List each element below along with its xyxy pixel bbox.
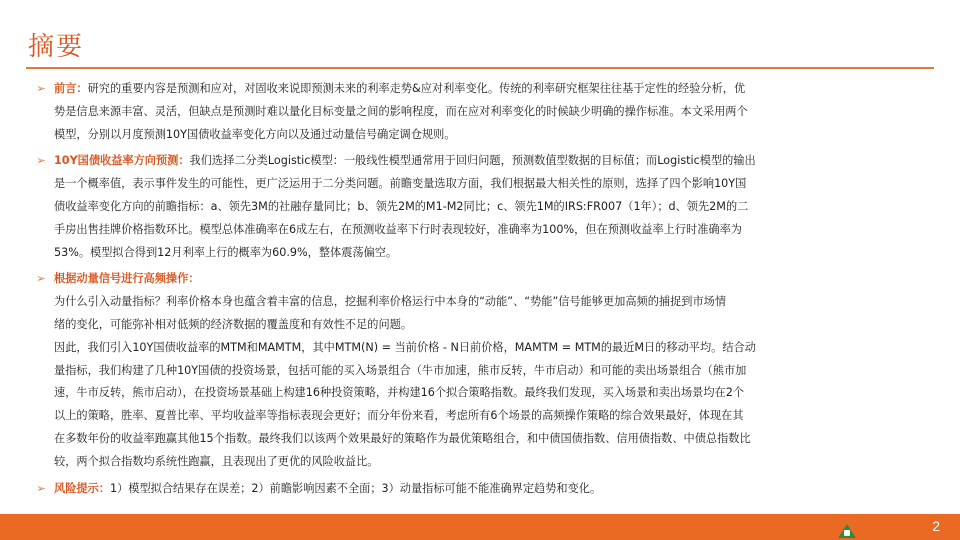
section-line (32, 268, 928, 291)
section-momentum (32, 268, 928, 473)
section-heading: 10Y国债收益率方向预测： (54, 154, 190, 168)
section-line: 是一个概率值，表示事件发生的可能性，更广泛运用于二分类问题。前瞻变量选取方面，我们根据最大相关性的原则，选择了四个影响10Y国 (54, 177, 747, 191)
section-line: 53%。模型拟合得到12月利率上行的概率为60.9%，整体震荡偏空。 (54, 245, 398, 259)
logo-icon-inner (844, 530, 850, 536)
summary-content (32, 78, 928, 504)
title-divider (26, 67, 934, 69)
section-line (32, 150, 928, 173)
section-line: 手房出售挂牌价格指数环比。模型总体准确率在6成左右，在预测收益率下行时表现较好，准确率为100%，但在预测收益率上行时准确率为 (54, 222, 742, 236)
section-text: 我们选择二分类Logistic模型：一般线性模型通常用于回归问题，预测数值型数据的目标值；而Logistic模型的输出 (189, 154, 756, 168)
section-line: 速，牛市反转，熊市启动），在投资场景基础上构建16种投资策略，并构建16个拟合策略指数。最终我们发现，买入场景和卖出场景均在2个 (54, 386, 745, 400)
section-line (32, 78, 928, 101)
section-line: 较，两个拟合指数均系统性跑赢，且表现出了更优的风险收益比。 (54, 454, 379, 468)
page-number: 2 (932, 518, 940, 534)
arrow-bullet-icon: ➢ (36, 154, 46, 168)
section-line: 以上的策略，胜率、夏普比率、平均收益率等指标表现会更好；而分年份来看，考虑所有6个场景的高频操作策略的综合效果最好，体现在其 (54, 409, 744, 423)
section-risk (32, 478, 928, 501)
section-line: 因此，我们引入10Y国债收益率的MTM和MAMTM，其中MTM(N) = 当前价格 - N日前价格，MAMTM = MTM的最近M日的移动平均。结合动 (54, 340, 756, 354)
page-title: 摘要 (28, 32, 85, 62)
section-line: 为什么引入动量指标？利率价格本身也蕴含着丰富的信息，挖掘利率价格运行中本身的“动能”、“势能”信号能够更加高频的捕捉到市场情 (54, 295, 727, 309)
section-10y-direction (32, 150, 928, 264)
section-heading: 风险提示： (54, 481, 110, 495)
footer-bar (0, 514, 960, 540)
section-text: 1）模型拟合结果存在误差；2）前瞻影响因素不全面；3）动量指标可能不能准确界定趋势和变化。 (109, 481, 602, 495)
section-heading: 前言： (54, 82, 88, 95)
section-line: 势是信息来源丰富、灵活，但缺点是预测时难以量化目标变量之间的影响程度，而在应对利率变化的时候缺少明确的操作标准。本文采用两个 (54, 104, 748, 118)
section-preface (32, 78, 928, 146)
section-text: 研究的重要内容是预测和应对，对固收来说即预测未来的利率走势&应对利率变化。传统的利率研究框架往往基于定性的经验分析，优 (87, 82, 746, 95)
section-line: 模型，分别以月度预测10Y国债收益率变化方向以及通过动量信号确定调仓规则。 (54, 127, 456, 141)
arrow-bullet-icon: ➢ (36, 82, 46, 95)
section-line: 量指标，我们构建了几种10Y国债的投资场景，包括可能的买入场景组合（牛市加速，熊市反转，牛市启动）和可能的卖出场景组合（熊市加 (54, 363, 747, 377)
section-line: 绪的变化，可能弥补相对低频的经济数据的覆盖度和有效性不足的问题。 (54, 317, 413, 331)
section-line (32, 478, 928, 501)
section-heading: 根据动量信号进行高频操作： (54, 272, 200, 286)
arrow-bullet-icon: ➢ (36, 272, 46, 286)
arrow-bullet-icon: ➢ (36, 481, 46, 495)
section-line: 在多数年份的收益率跑赢其他15个指数。最终我们以该两个效果最好的策略作为最优策略组合，和中债国债指数、信用债指数、中债总指数比 (54, 431, 751, 445)
section-line: 债收益率变化方向的前瞻指标：a、领先3M的社融存量同比；b、领先2M的M1-M2同比；c、领先1M的IRS:FR007（1年）；d、领先2M的二 (54, 199, 749, 213)
